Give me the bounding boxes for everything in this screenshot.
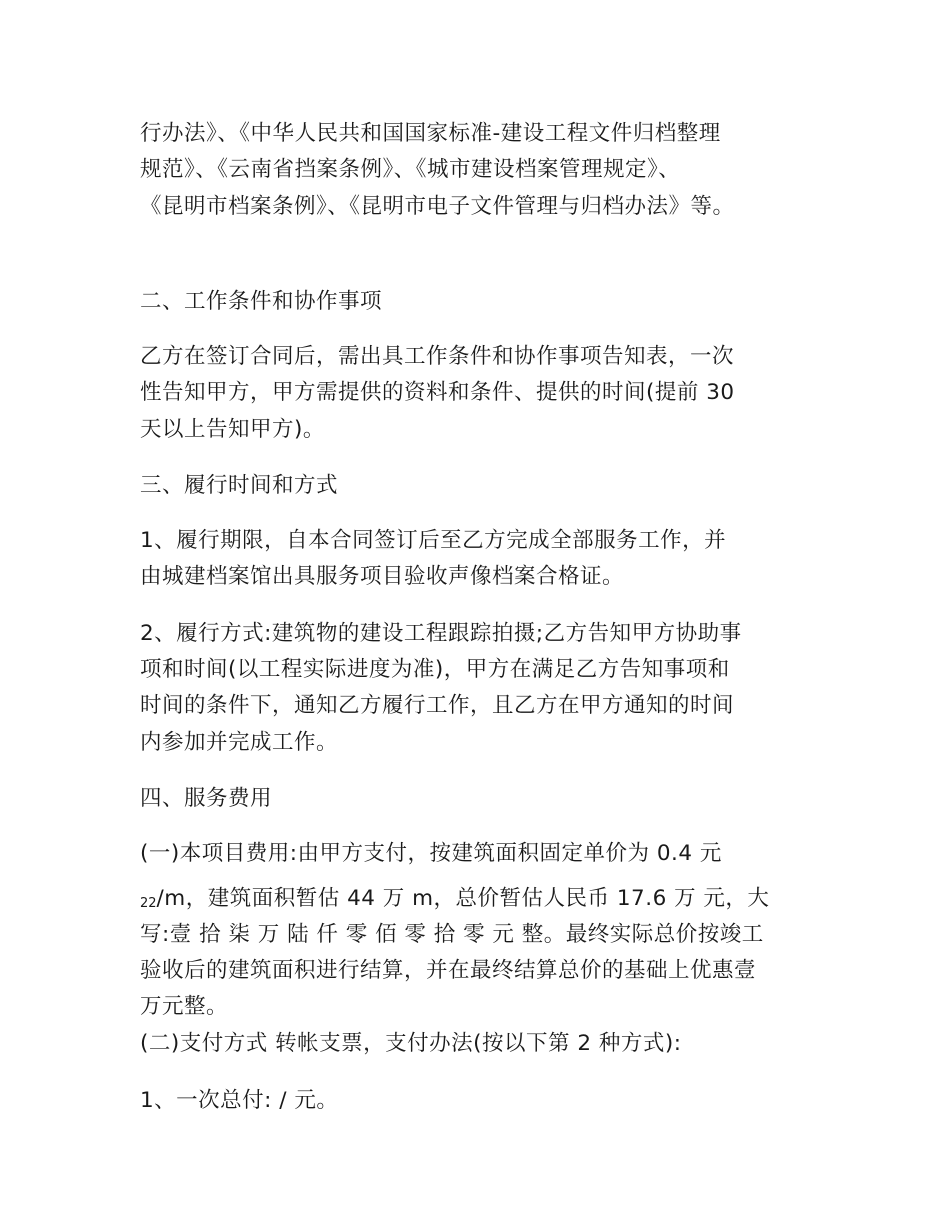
text-line: 验收后的建筑面积进行结算，并在最终结算总价的基础上优惠壹 xyxy=(140,958,757,983)
text-line: 万元整。 xyxy=(140,994,229,1019)
text-line: 2、履行方式:建筑物的建设工程跟踪拍摄;乙方告知甲方协助事 xyxy=(140,621,742,646)
text-line: 《昆明市档案条例》、《昆明市电子文件管理与归档办法》等。 xyxy=(140,194,735,219)
text-line: (二)支付方式 转帐支票，支付办法(按以下第 2 种方式): xyxy=(140,1031,682,1056)
section-heading: 三、履行时间和方式 xyxy=(140,473,339,498)
text-line: 项和时间(以工程实际进度为准)，甲方在满足乙方告知事项和 xyxy=(140,657,730,682)
text-line: 天以上告知甲方)。 xyxy=(140,417,325,442)
superscript-text: 22 xyxy=(140,896,157,911)
text-line xyxy=(140,885,769,918)
text-line: 由城建档案馆出具服务项目验收声像档案合格证。 xyxy=(140,564,625,589)
text-line: 写:壹 拾 柒 万 陆 仟 零 佰 零 拾 零 元 整。最终实际总价按竣工 xyxy=(140,922,764,947)
section-heading: 二、工作条件和协作事项 xyxy=(140,289,383,314)
text-line: (一)本项目费用:由甲方支付，按建筑面积固定单价为 0.4 元 xyxy=(140,841,722,866)
text-line: 1、履行期限，自本合同签订后至乙方完成全部服务工作，并 xyxy=(140,528,727,553)
text-line: 1、一次总付: / 元。 xyxy=(140,1088,339,1113)
text-span: /m，建筑面积暂估 44 万 m，总价暂估人民币 17.6 万 元，大 xyxy=(156,886,770,911)
text-line: 乙方在签订合同后，需出具工作条件和协作事项告知表，一次 xyxy=(140,344,735,369)
section-heading: 四、服务费用 xyxy=(140,786,273,811)
text-line: 内参加并完成工作。 xyxy=(140,730,339,755)
text-line: 规范》、《云南省挡案条例》、《城市建设档案管理规定》、 xyxy=(140,157,681,182)
text-line: 行办法》、《中华人民共和国国家标准-建设工程文件归档整理 xyxy=(140,121,721,146)
text-line: 时间的条件下，通知乙方履行工作，且乙方在甲方通知的时间 xyxy=(140,693,735,718)
text-line: 性告知甲方，甲方需提供的资料和条件、提供的时间(提前 30 xyxy=(140,380,735,405)
